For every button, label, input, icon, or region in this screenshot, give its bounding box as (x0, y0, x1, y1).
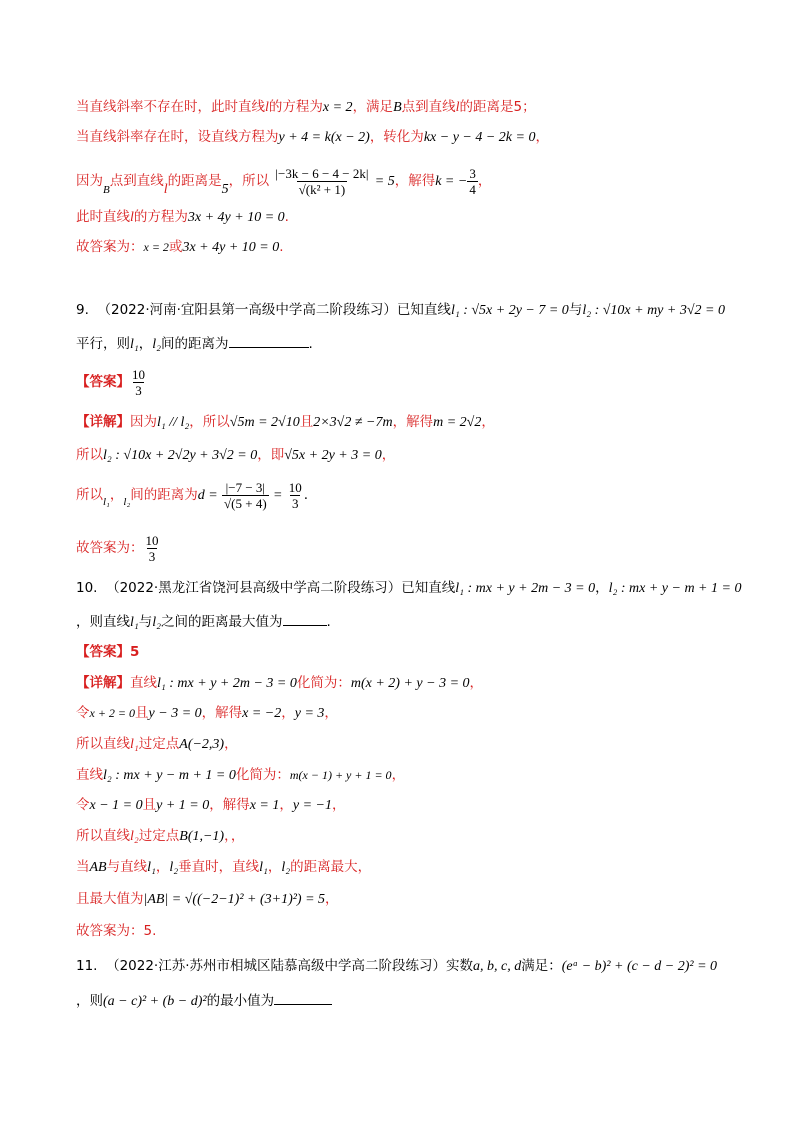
text: ， (477, 173, 492, 189)
detail-line (76, 765, 405, 786)
math: = 5 (374, 174, 395, 189)
numerator: 3 (469, 165, 476, 181)
text: 与 (138, 614, 153, 630)
text: 的方程为 (133, 209, 188, 225)
math: l₁ (130, 737, 139, 752)
text: ，解得 (209, 797, 250, 813)
math: kx − y − 4 − 2k = 0 (423, 130, 536, 145)
text: ， (469, 675, 484, 691)
math: l₁ (147, 860, 156, 875)
math: x = −2 (242, 706, 282, 721)
math: B (393, 100, 402, 115)
text: 点到直线 (109, 173, 164, 189)
answer-line (76, 642, 139, 662)
math: d = (197, 488, 218, 503)
math: l₂ (169, 860, 179, 875)
math: l₂ (152, 337, 162, 352)
detail-line (76, 477, 308, 520)
text: ， (481, 414, 495, 430)
math: m = 2√2 (433, 415, 482, 430)
text: ， (279, 797, 293, 813)
question-11-line1 (76, 956, 717, 977)
denominator: √(k² + 1) (298, 181, 346, 197)
math: x = 2 (143, 240, 169, 254)
detail-line (76, 795, 346, 816)
detail-label: 【详解】 (76, 675, 130, 691)
math: |AB| = √((−2−1)² + (3+1)²) = 5 (143, 892, 326, 907)
text: 或 (168, 239, 183, 255)
math: A(−2,3) (179, 737, 225, 752)
detail-line (76, 889, 339, 910)
text: 的距离最大， (290, 859, 372, 875)
math: 2×3√2 ≠ −7m (313, 415, 393, 430)
detail-line (76, 673, 483, 694)
numerator: |−7 − 3| (225, 479, 266, 495)
text: 满足： (521, 958, 562, 974)
math: m(x − 1) + y + 1 = 0 (289, 768, 392, 782)
text: 且最大值为 (76, 891, 144, 907)
math: y = −1 (292, 798, 332, 813)
math: l₁ // l₂ (157, 415, 190, 430)
math: l₂ : mx + y − m + 1 = 0 (103, 768, 236, 783)
text: 的方程为 (268, 99, 323, 115)
text: 直线 (130, 675, 157, 691)
answer-blank (274, 990, 332, 1005)
math: a, b, c, d (473, 959, 522, 974)
question-source: （2022·河南·宜阳县第一高级中学高二阶段练习）已知直线 (97, 302, 451, 318)
text: ， (267, 859, 282, 875)
text: 化简为： (235, 767, 290, 783)
text: 与直线 (106, 859, 148, 875)
denominator: 4 (469, 181, 476, 197)
math: k = − (435, 174, 468, 189)
text: 故答案为： (76, 540, 144, 556)
text: ， (224, 736, 238, 752)
text: ， (281, 705, 295, 721)
detail-line (76, 703, 338, 724)
math: √5m = 2√10 (229, 415, 300, 430)
text: 垂直时，直线 (178, 859, 260, 875)
fraction (130, 367, 147, 398)
text: ，则直线 (76, 614, 130, 630)
text: 故答案为： (76, 239, 144, 255)
fraction (222, 480, 269, 511)
math: l₂ : √10x + my + 3√2 = 0 (582, 303, 725, 318)
text: 故答案为：5. (76, 923, 157, 939)
text: 当 (76, 859, 90, 875)
math: l₂ : mx + y − m + 1 = 0 (608, 581, 742, 596)
text: 平行，则 (76, 336, 130, 352)
math: y = 3 (294, 706, 325, 721)
solution-line (76, 237, 284, 258)
text: ，解得 (201, 705, 243, 721)
text: ，解得 (392, 414, 434, 430)
text: 因为 (130, 414, 157, 430)
text: 所以直线 (76, 736, 130, 752)
text: ， (109, 487, 124, 503)
question-number: 9. (76, 302, 89, 318)
math: l₁ (103, 496, 110, 508)
math: y + 1 = 0 (156, 798, 210, 813)
math: (a − c)² + (b − d)² (103, 994, 207, 1009)
text: ， (535, 129, 549, 145)
text: 令 (76, 705, 90, 721)
math: y + 4 = k(x − 2) (278, 130, 370, 145)
text: ，， (224, 828, 245, 844)
math: 3x + 4y + 10 = 0 (182, 240, 280, 255)
answer-blank (283, 611, 327, 626)
detail-line (76, 826, 244, 847)
text: 过定点 (138, 828, 180, 844)
math: l (455, 100, 460, 115)
question-9-line2 (76, 333, 313, 355)
question-11-line2 (76, 990, 332, 1012)
question-source: （2022·江苏·苏州市相城区陆慕高级中学高二阶段练习）实数 (106, 958, 474, 974)
text: 的距离是 (167, 173, 222, 189)
math: l (163, 182, 168, 197)
math: l₂ (281, 860, 291, 875)
text: ， (155, 859, 170, 875)
text: 此时直线 (76, 209, 130, 225)
text: 所以 (76, 447, 103, 463)
text: ，即 (257, 447, 285, 463)
text: ， (325, 891, 339, 907)
math: x = 1 (249, 798, 280, 813)
math: l (265, 100, 269, 115)
math: x = 2 (322, 100, 353, 115)
text: 当直线斜率不存在时，此时直线 (76, 99, 265, 115)
math: B(1,−1) (179, 829, 225, 844)
math: l₂ (152, 615, 162, 630)
fraction (144, 533, 161, 564)
fraction (467, 166, 478, 197)
detail-line (76, 412, 495, 433)
math: x − 1 = 0 (89, 798, 143, 813)
solution-line (76, 207, 289, 228)
text: 之间的距离最大值为 (161, 614, 283, 630)
text: ，则 (76, 993, 103, 1009)
math: l₁ : mx + y + 2m − 3 = 0 (157, 676, 297, 691)
math: m(x + 2) + y − 3 = 0 (350, 676, 470, 691)
solution-line (76, 164, 491, 207)
text: . (303, 487, 308, 503)
text: 所以直线 (76, 828, 130, 844)
text: 所以 (76, 487, 103, 503)
text: 过定点 (138, 736, 180, 752)
math: B (103, 184, 110, 196)
numerator: |−3k − 6 − 4 − 2k| (275, 165, 369, 181)
text: ， (595, 580, 609, 596)
text: ， (324, 705, 338, 721)
solution-line (76, 127, 549, 148)
final-answer-line (76, 921, 156, 941)
answer-blank (229, 333, 309, 348)
text: 与 (568, 302, 583, 318)
math: l₂ (123, 496, 131, 508)
math: l₁ : mx + y + 2m − 3 = 0 (455, 581, 596, 596)
question-9-line1 (76, 300, 725, 321)
math: l₂ (130, 829, 139, 844)
question-10-line1 (76, 578, 741, 599)
text: ，解得 (394, 173, 436, 189)
answer-label: 【答案】 (76, 644, 130, 660)
text: 且 (299, 414, 314, 430)
text: 且 (135, 705, 149, 721)
text: 的距离是5； (459, 99, 536, 115)
detail-line (76, 857, 371, 878)
text: . (279, 239, 284, 255)
math: √5x + 2y + 3 = 0 (284, 448, 382, 463)
math: l (130, 210, 134, 225)
question-10-line2 (76, 611, 331, 633)
question-source: （2022·黑龙江省饶河县高级中学高二阶段练习）已知直线 (106, 580, 456, 596)
text: 因为 (76, 173, 103, 189)
answer-line (76, 364, 147, 400)
text: . (284, 209, 289, 225)
math: y − 3 = 0 (148, 706, 202, 721)
text: . (308, 336, 313, 352)
fraction (273, 166, 370, 197)
numerator: 10 (288, 479, 302, 495)
text: ，所以 (189, 414, 230, 430)
denominator: √(5 + 4) (224, 495, 267, 511)
text: ， (391, 767, 406, 783)
denominator: 3 (135, 382, 142, 398)
math: l₁ (259, 860, 268, 875)
text: 的最小值为 (206, 993, 275, 1009)
answer-value: 5 (130, 644, 140, 660)
math: l₁ (130, 337, 139, 352)
text: ， (332, 797, 346, 813)
text: 间的距离为 (161, 336, 229, 352)
text: ， (138, 336, 153, 352)
math: l₁ : √5x + 2y − 7 = 0 (450, 303, 569, 318)
detail-line (76, 734, 238, 755)
detail-label: 【详解】 (76, 414, 130, 430)
text: ，转化为 (369, 129, 424, 145)
denominator: 3 (291, 495, 299, 511)
question-number: 10. (76, 580, 98, 596)
numerator: 10 (132, 366, 145, 382)
math: 3x + 4y + 10 = 0 (187, 210, 285, 225)
text: 直线 (76, 767, 103, 783)
answer-label: 【答案】 (76, 374, 130, 390)
numerator: 10 (145, 532, 159, 548)
text: 且 (142, 797, 157, 813)
math: = (272, 488, 283, 503)
text: 间的距离为 (130, 487, 198, 503)
math: l₁ (130, 615, 139, 630)
math: AB (89, 860, 107, 875)
math: (eᵃ − b)² + (c − d − 2)² = 0 (561, 959, 718, 974)
text: 令 (76, 797, 90, 813)
text: ，所以 (228, 173, 270, 189)
text: ，满足 (352, 99, 394, 115)
text: 点到直线 (401, 99, 456, 115)
math: l₂ : √10x + 2√2y + 3√2 = 0 (103, 448, 258, 463)
final-answer-line (76, 530, 161, 566)
math: x + 2 = 0 (89, 706, 136, 720)
solution-line (76, 97, 536, 118)
text: . (326, 614, 331, 630)
fraction (287, 480, 304, 511)
text: 化简为： (296, 675, 351, 691)
denominator: 3 (148, 548, 156, 564)
math: 5 (221, 182, 229, 197)
detail-line (76, 445, 395, 466)
text: 当直线斜率存在时，设直线方程为 (76, 129, 279, 145)
question-number: 11. (76, 958, 98, 974)
text: ， (381, 447, 396, 463)
